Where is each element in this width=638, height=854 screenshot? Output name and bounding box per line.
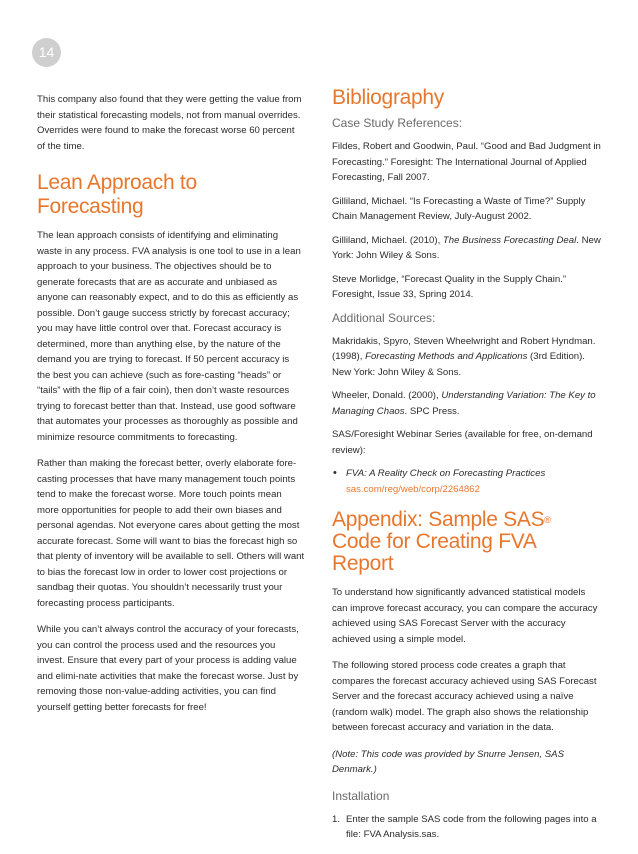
right-column [332, 86, 602, 854]
additional-sources-heading: Additional Sources: [332, 310, 436, 325]
appendix-paragraph-1: To understand how significantly advanced statistical models can improve forecast accuracy, you can compare the accuracy achieved using SAS Forecast Server with the accuracy achieved using a simple model. [332, 587, 598, 645]
lean-paragraph-2: Rather than making the forecast better, overly elaborate fore-casting processes that have many management touch points tend to make the forecast worse. More touch points mean more opportunities for people to add their own biases and personal agendas. Not everyone cares about getting the most accurate forecast. Some will want to bias the forecast high so that plenty of inventory will be available to sell. Others will want to bias the forecast low in order to lower cost projections or sandbag their quotas. You shouldn’t necessarily trust your forecasting process participants. [37, 458, 305, 609]
reference-item: Gilliland, Michael. “Is Forecasting a Waste of Time?” Supply Chain Management Review, July-August 2002. [332, 195, 586, 222]
appendix-heading: Appendix: Sample SAS® Code for Creating FVA Report [332, 508, 551, 575]
code-note: (Note: This code was provided by Snurre Jensen, SAS Denmark.) [332, 748, 564, 775]
reference-item: Gilliland, Michael. (2010), The Business Forecasting Deal. New York: John Wiley & Sons. [332, 234, 601, 261]
webinar-bullet [332, 466, 602, 497]
lean-paragraph-1: The lean approach consists of identifying and eliminating waste in any process. FVA analysis is one tool to use in a lean approach to your business. The objectives should be to generate forecasts that are as accurate and unbiased as anyone can reasonably expect, and to do this as efficiently as possible. Don’t gauge success strictly by forecast accuracy; you may have little control over that. Forecast accuracy is determined, more than anything else, by the nature of the demand you are trying to forecast. If 50 percent accuracy is the best you can achieve (such as fore-casting “heads” or “tails” with the flip of a fair coin), then don’t waste resources trying to forecast better than that. Instead, use good software that automates your processes as thoroughly as possible and minimize resource commitments to forecasting. [37, 230, 301, 443]
intro-paragraph: This company also found that they were getting the value from their statistical forecasting models, not from manual overrides. Overrides were found to make the forecast worse 60 percent of the time. [37, 94, 302, 152]
reference-item: SAS/Foresight Webinar Series (available for free, on-demand review): [332, 429, 593, 456]
webinar-link[interactable]: sas.com/reg/web/corp/2264862 [346, 483, 480, 495]
reference-item: Wheeler, Donald. (2000), Understanding Variation: The Key to Managing Chaos. SPC Press. [332, 390, 596, 417]
left-column [37, 92, 305, 726]
reference-item: Makridakis, Spyro, Steven Wheelwright and Robert Hyndman. (1998), Forecasting Methods and Applications (3rd Edition). New York: John Wiley & Sons. [332, 335, 596, 378]
case-study-heading: Case Study References: [332, 116, 463, 130]
reference-item: Fildes, Robert and Goodwin, Paul. “Good and Bad Judgment in Forecasting.” Foresight: The International Journal of Applied Forecasting, Fall 2007. [332, 141, 601, 183]
page-number-badge: 14 [32, 38, 61, 67]
webinar-title: FVA: A Reality Check on Forecasting Practices [346, 468, 546, 479]
bibliography-heading: Bibliography [332, 86, 444, 109]
reference-item: Steve Morlidge, “Forecast Quality in the Supply Chain.” Foresight, Issue 33, Spring 2014. [332, 273, 567, 300]
lean-paragraph-3: While you can’t always control the accuracy of your forecasts, you can control the process used and the resources you invest. Ensure that every part of your process is adding value and elimi-nate activities that make the forecast worse. Just by removing those non-value-adding activities, you can find yourself getting better forecasts for free! [37, 624, 299, 713]
installation-heading: Installation [332, 788, 390, 803]
lean-approach-heading: Lean Approach to Forecasting [37, 171, 197, 218]
appendix-paragraph-2: The following stored process code creates a graph that compares the forecast accuracy achieved using SAS Forecast Server and the forecast accuracy achieved using a naïve (random walk) model. The graph also shows the relationship between forecast accuracy and variation in the data. [332, 660, 597, 733]
installation-step: 1. Enter the sample SAS code from the following pages into a file: FVA Analysis.sas. [332, 813, 597, 840]
